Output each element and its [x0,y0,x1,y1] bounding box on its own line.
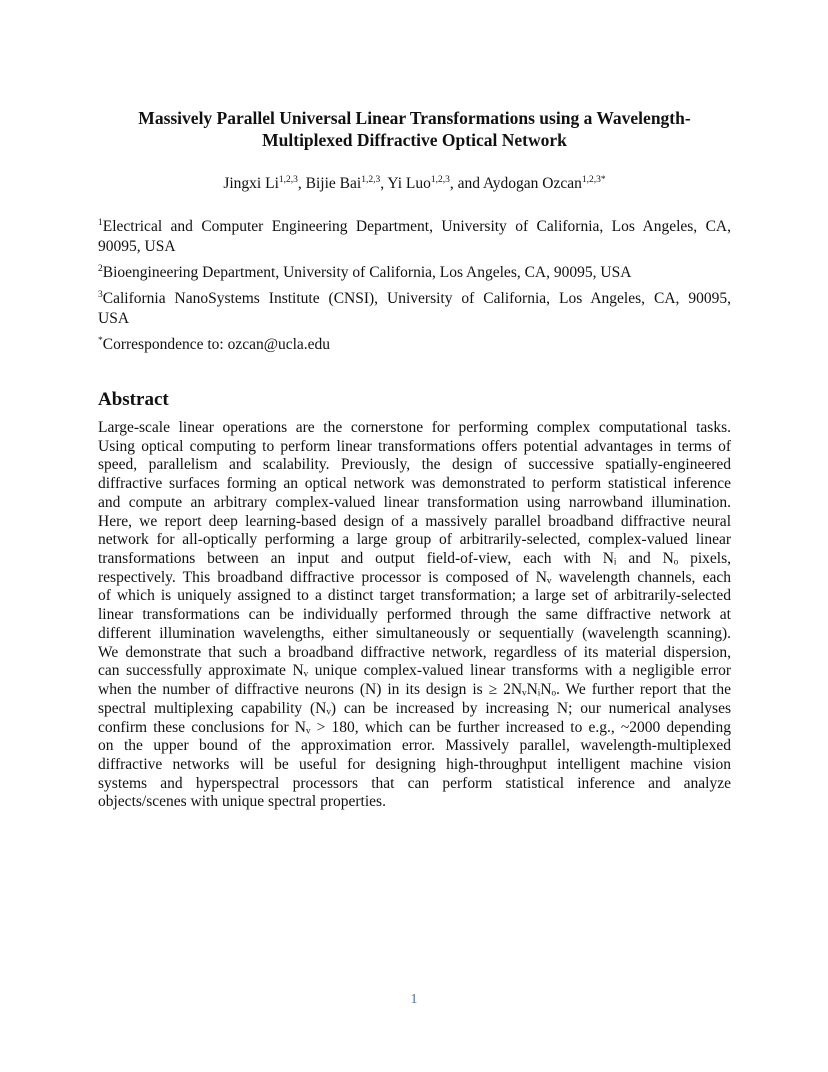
abstract-line: speed, parallelism and scalability. Previously, the design of successive spatially-engineered [98,456,731,474]
affiliation-line [98,217,731,237]
affiliation-line [98,289,731,309]
affiliation-mark: 3 [98,290,103,300]
affiliation-text: California NanoSystems Institute (CNSI), University of California, Los Angeles, CA, 90095, [102,290,731,307]
affiliation-line [98,263,731,283]
affiliation-mark: 2 [98,264,103,274]
affiliation-3 [98,289,731,329]
author-affiliation-mark: 1,2,3 [278,175,298,185]
abstract-line: confirm these conclusions for Nᵥ > 180, which can be further increased to e.g., ~2000 depending [98,718,731,736]
abstract-line: and compute an arbitrary complex-valued linear transformation using narrowband illumination. [98,493,731,511]
author-affiliation-mark: 1,2,3* [581,175,606,185]
abstract-line: network for all-optically performing a large group of arbitrarily-selected, complex-valued linear [98,531,731,549]
author-separator: , [380,175,388,192]
author-separator: , and [449,175,484,192]
correspondence-mark: * [98,336,103,346]
author-affiliation-mark: 1,2,3 [430,175,450,185]
author-name: Yi Luo [387,175,431,192]
abstract-line: spectral multiplexing capability (Nᵥ) can be increased by increasing N; our numerical analyses [98,699,731,717]
abstract-line: Here, we report deep learning-based design of a massively parallel broadband diffractive neural [98,512,731,530]
title-line-1: Massively Parallel Universal Linear Transformations using a Wavelength- [138,108,691,128]
abstract-line: respectively. This broadband diffractive processor is composed of Nᵥ wavelength channels, each [98,568,731,586]
page-number: 1 [410,992,418,1007]
affiliation-text: Electrical and Computer Engineering Department, University of California, Los Angeles, CA, [102,218,731,235]
abstract-line: of which is uniquely assigned to a distinct target transformation; a large set of arbitrarily-selected [98,587,731,605]
abstract-line: on the upper bound of the approximation error. Massively parallel, wavelength-multiplexed [98,737,731,755]
author-name: Bijie Bai [305,175,362,192]
author-separator: , [297,175,306,192]
affiliation-line: USA [98,310,130,327]
abstract-line: linear transformations can be individually performed through the same diffractive network at [98,606,731,624]
affiliation-mark: 1 [98,218,103,228]
author-name: Jingxi Li [223,175,279,192]
abstract-heading: Abstract [98,389,169,410]
abstract-line: systems and hyperspectral processors that can perform statistical inference and analyze [98,774,731,792]
affiliation-1 [98,217,731,257]
abstract-body [98,419,731,812]
affiliation-line: 90095, USA [98,238,176,255]
abstract-line: different illumination wavelengths, either simultaneously or sequentially (wavelength scanning). [98,624,731,642]
abstract-line: can successfully approximate Nᵥ unique complex-valued linear transforms with a negligible error [98,662,731,680]
abstract-line: Large-scale linear operations are the cornerstone for performing complex computational tasks. [98,419,731,436]
correspondence [98,335,731,355]
abstract-line: diffractive surfaces forming an optical network was demonstrated to perform statistical inference [98,475,731,493]
correspondence-text: Correspondence to: ozcan@ucla.edu [102,336,331,353]
abstract-line: We demonstrate that such a broadband diffractive network, regardless of its material dispersion, [98,643,731,661]
abstract-line: diffractive networks will be useful for designing high-throughput intelligent machine vision [98,755,731,773]
author-name: Aydogan Ozcan [483,175,582,192]
author-affiliation-mark: 1,2,3 [361,175,381,185]
affiliation-text: Bioengineering Department, University of California, Los Angeles, CA, 90095, USA [102,264,632,281]
abstract-line: objects/scenes with unique spectral properties. [98,793,386,811]
abstract-line: when the number of diffractive neurons (N) in its design is ≥ 2NᵥNᵢNₒ. We further report that the [98,681,731,699]
abstract-line: Using optical computing to perform linear transformations offers potential advantages in terms of [98,437,731,455]
paper-title [98,107,731,151]
title-line-2: Multiplexed Diffractive Optical Network [262,130,567,150]
affiliation-2 [98,263,731,283]
correspondence-line [98,335,731,355]
author-list [98,174,731,194]
abstract-line: transformations between an input and output field-of-view, each with Nᵢ and Nₒ pixels, [98,550,731,568]
